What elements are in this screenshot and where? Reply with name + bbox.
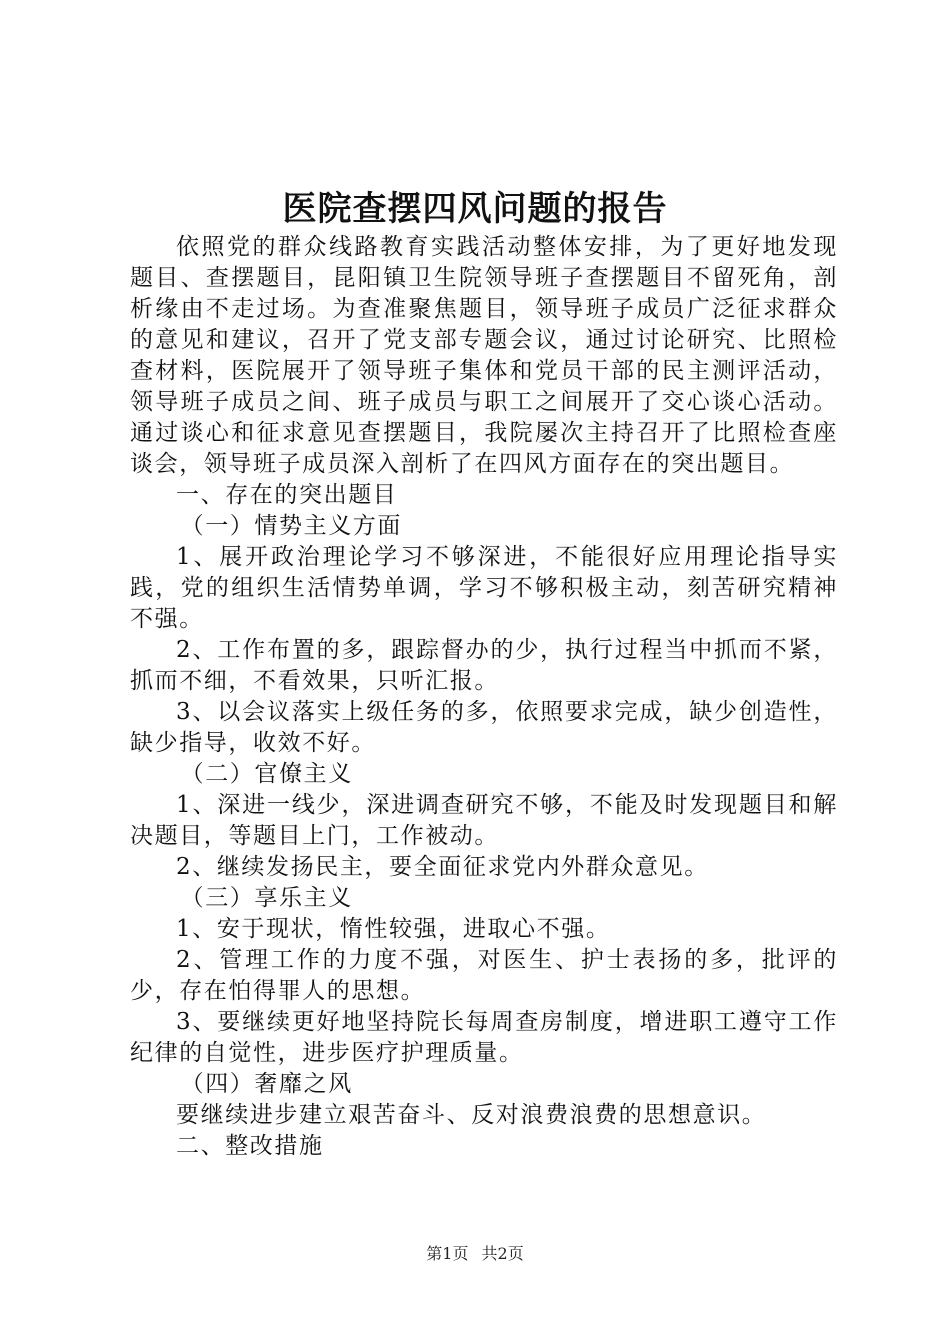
subsection-heading-formalism: （一）情势主义方面 [180, 513, 402, 539]
formalism-item-3: 3、以会议落实上级任务的多，依照要求完成，缺少创造性，缺少指导，收效不好。 [130, 699, 838, 756]
document-body [130, 232, 838, 1162]
section-heading-problems: 一、存在的突出题目 [176, 482, 398, 508]
extravagance-item-1: 要继续进步建立艰苦奋斗、反对浪费浪费的思想意识。 [176, 1102, 767, 1128]
subsection-heading-extravagance: （四）奢靡之风 [180, 1071, 353, 1097]
section-heading-measures: 二、整改措施 [176, 1133, 324, 1159]
formalism-item-2: 2、工作布置的多，跟踪督办的少，执行过程当中抓而不紧，抓而不细，不看效果，只听汇报。 [130, 637, 838, 694]
hedonism-item-1: 1、安于现状，惰性较强，进取心不强。 [176, 916, 611, 942]
page-number-current: 第1页 [426, 1244, 469, 1263]
subsection-heading-hedonism: （三）享乐主义 [180, 885, 353, 911]
bureaucracy-item-2: 2、继续发扬民主，要全面征求党内外群众意见。 [176, 854, 709, 880]
hedonism-item-3: 3、要继续更好地坚持院长每周查房制度，增进职工遵守工作纪律的自觉性，进步医疗护理质量。 [130, 1009, 838, 1066]
intro-paragraph: 依照党的群众线路教育实践活动整体安排，为了更好地发现题目、查摆题目，昆阳镇卫生院领导班子查摆题目不留死角，剖析缘由不走过场。为查准聚焦题目，领导班子成员广泛征求群众的意见和建议，召开了党支部专题会议，通过讨论研究、比照检查材料，医院展开了领导班子集体和党员干部的民主测评活动，领导班子成员之间、班子成员与职工之间展开了交心谈心活动。通过谈心和征求意见查摆题目，我院屡次主持召开了比照检查座谈会，领导班子成员深入剖析了在四风方面存在的突出题目。 [130, 234, 838, 477]
bureaucracy-item-1: 1、深进一线少，深进调查研究不够，不能及时发现题目和解决题目，等题目上门，工作被动。 [130, 792, 838, 849]
formalism-item-1: 1、展开政治理论学习不够深进，不能很好应用理论指导实践，党的组织生活情势单调，学习不够积极主动，刻苦研究精神不强。 [130, 544, 838, 632]
hedonism-item-2: 2、管理工作的力度不强，对医生、护士表扬的多，批评的少，存在怕得罪人的思想。 [130, 947, 838, 1004]
page-footer [0, 1243, 950, 1265]
page-number-total: 共2页 [481, 1244, 524, 1263]
document-title: 医院查摆四风问题的报告 [282, 189, 668, 229]
subsection-heading-bureaucracy: （二）官僚主义 [180, 761, 353, 787]
